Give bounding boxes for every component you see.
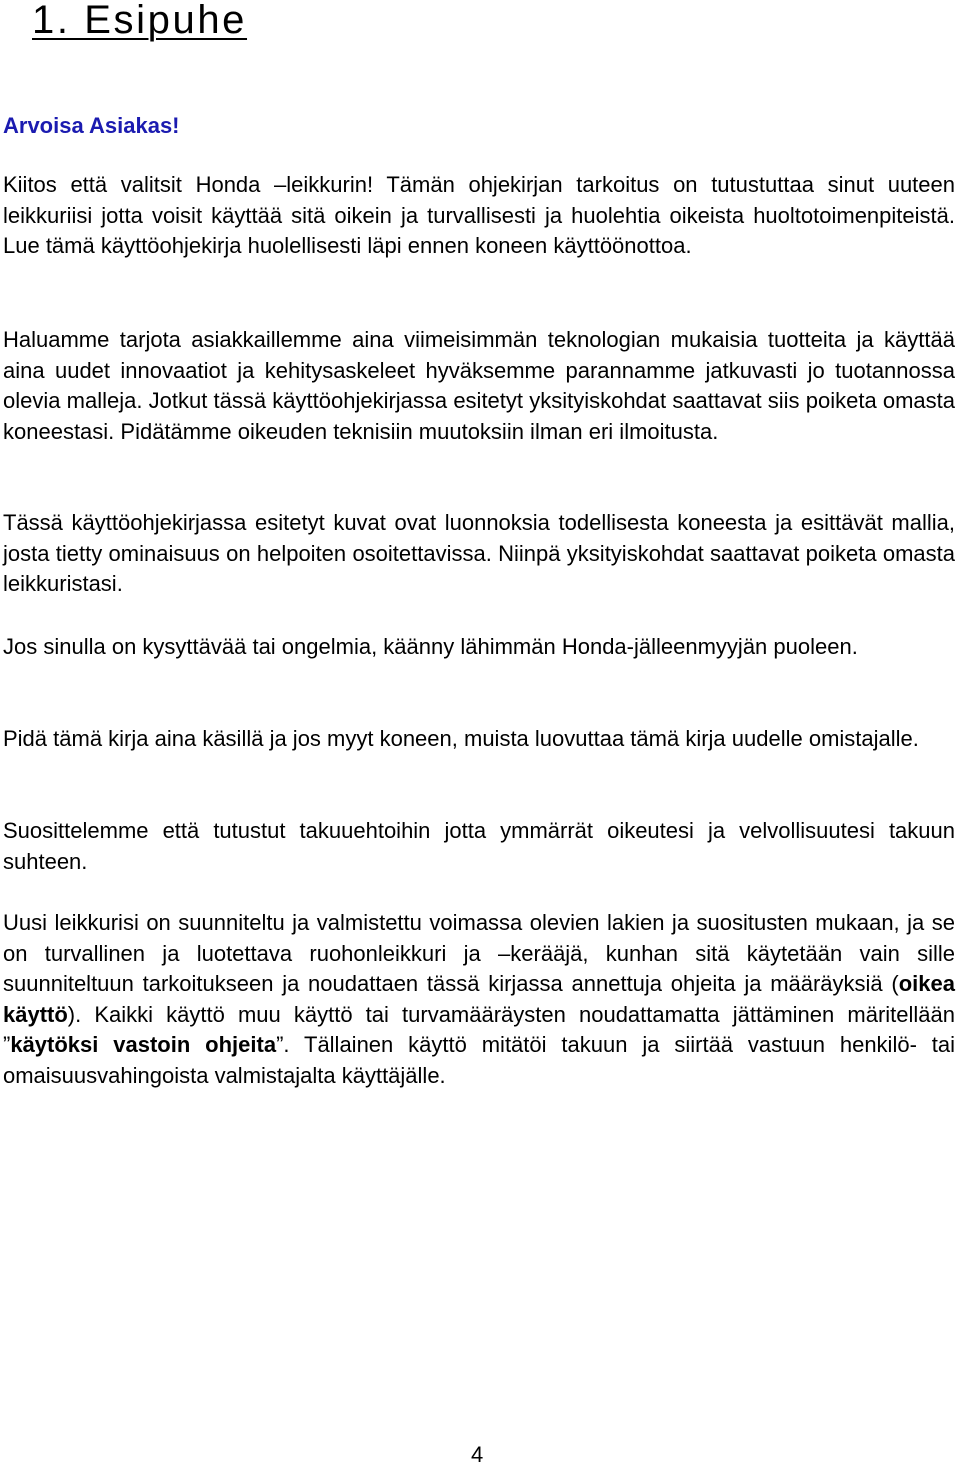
paragraph-technology: Haluamme tarjota asiakkaillemme aina viimeisimmän teknologian mukaisia tuotteita ja käyttää aina uudet innovaatiot ja kehitysaskeleet hyväksemme parannamme jatkuvasti jo tuotannossa olevia malleja. Jotkut tässä käyttöohjekirjassa esitetyt yksityiskohdat saattavat siis poiketa omasta koneestasi. Pidätämme oikeuden teknisiin muutoksiin ilman eri ilmoitusta. xyxy=(3,327,955,444)
paragraph-keep-manual: Pidä tämä kirja aina käsillä ja jos myyt koneen, muista luovuttaa tämä kirja uudelle omistajalle. xyxy=(3,726,919,751)
paragraph-contact-dealer: Jos sinulla on kysyttävää tai ongelmia, käänny lähimmän Honda-jälleenmyyjän puoleen. xyxy=(3,634,858,659)
intended-use-bold-2: käytöksi vastoin ohjeita xyxy=(10,1032,277,1058)
intended-use-text-2: ). Kaikki käyttö muu käyttö tai turvamääräysten noudattamatta jättäminen märitellään ” xyxy=(3,1001,955,1058)
intended-use-text-3: ”. Tällainen käyttö mitätöi takuun ja siirtää vastuun henkilö- tai omaisuusvahingoista valmistajalta käyttäjälle. xyxy=(3,1032,956,1088)
chapter-title: 1. Esipuhe xyxy=(32,0,248,42)
paragraph-intended-use xyxy=(3,908,955,1092)
paragraph-warranty: Suosittelemme että tutustut takuuehtoihin jotta ymmärrät oikeutesi ja velvollisuutesi takuun suhteen. xyxy=(3,818,955,874)
intended-use-text-1: Uusi leikkurisi on suunniteltu ja valmistettu voimassa olevien lakien ja suositusten mukaan, ja se on turvallinen ja luotettava ruohonleikkuri ja –kerääjä, kunhan sitä käytetään vain sille suunniteltuun tarkoitukseen ja noudattaen tässä kirjassa annettuja ohjeita ja määräyksiä ( xyxy=(3,910,955,997)
page-number: 4 xyxy=(471,1442,484,1467)
intended-use-bold-1: oikea käyttö xyxy=(3,971,955,1027)
paragraph-intro: Kiitos että valitsit Honda –leikkurin! Tämän ohjekirjan tarkoitus on tutustuttaa sinut uuteen leikkuriisi jotta voisit käyttää sitä oikein ja turvallisesti ja huolehtia oikeista huoltotoimenpiteistä. Lue tämä käyttöohjekirja huolellisesti läpi ennen koneen käyttöönottoa. xyxy=(3,172,955,259)
salutation: Arvoisa Asiakas! xyxy=(3,113,180,138)
paragraph-illustrations: Tässä käyttöohjekirjassa esitetyt kuvat ovat luonnoksia todellisesta koneesta ja esittävät mallia, josta tietty ominaisuus on helpoiten osoitettavissa. Niinpä yksityiskohdat saattavat poiketa omasta leikkuristasi. xyxy=(3,510,955,597)
